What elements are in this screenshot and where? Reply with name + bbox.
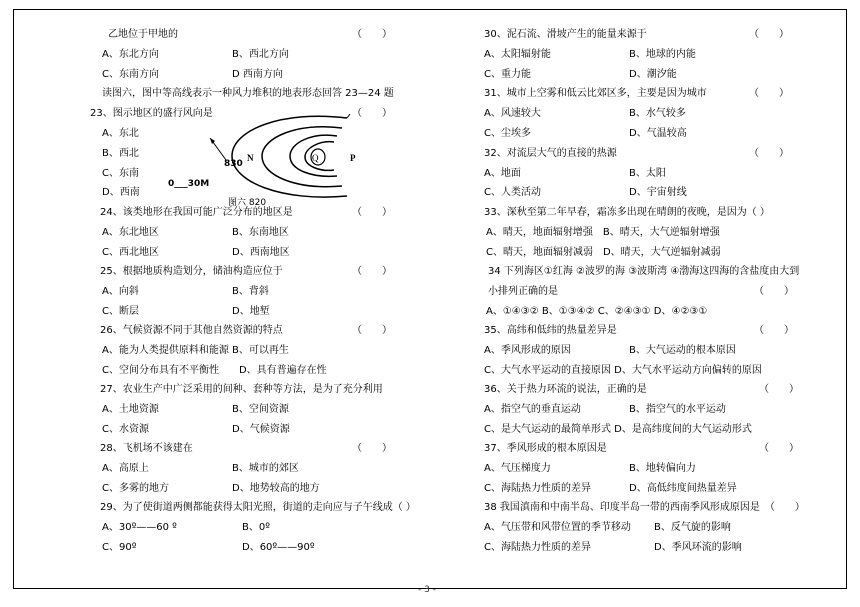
left-option-b: D、西南地区	[232, 247, 290, 258]
right-option-b: B、地球的内能	[629, 49, 696, 60]
left-line: A、高原上	[102, 463, 149, 474]
right-line: C、是大气运动的最简单形式 D、是高纬度间的大气运动形式	[484, 424, 752, 435]
right-line: C、晴天，地面辐射减弱 D、晴天，大气逆辐射减弱	[486, 247, 721, 258]
right-option-b: B、太阳	[629, 168, 666, 179]
left-line: 27、农业生产中广泛采用的间种、套种等方法，是为了充分利用	[100, 384, 383, 395]
left-option-b: B、空间资源	[232, 404, 289, 415]
right-option-b: D、季风环流的影响	[654, 542, 742, 553]
right-line: 38 我国滇南和中南半岛、印度半岛一带的西南季风形成原因是 （ ）	[484, 502, 805, 513]
left-option-b: B、0º	[242, 522, 270, 533]
left-answer-paren: （ ）	[352, 29, 392, 40]
right-answer-paren: （ ）	[749, 88, 789, 99]
right-option-b: B、指空气的水平运动	[629, 404, 726, 415]
left-line: C、断层	[102, 306, 139, 317]
right-answer-paren: （ ）	[754, 286, 794, 297]
left-line: C、西北地区	[102, 247, 159, 258]
right-line: 33、深秋至第二年早春，霜冻多出现在晴朗的夜晚，是因为（ ）	[484, 207, 770, 218]
page-number: - 3 -	[418, 585, 436, 595]
right-line: 34 下列海区①红海 ②波罗的海 ③波斯湾 ④渤海这四海的含盐度由大到	[488, 266, 800, 277]
left-line: C、东南方向	[102, 69, 159, 80]
right-option-b: B、大气运动的根本原因	[629, 345, 736, 356]
left-line: 28、飞机场不该建在	[100, 443, 193, 454]
right-line: 35、高纬和低纬的热量差异是	[484, 325, 617, 336]
map-scale: 0___30M	[168, 179, 210, 189]
left-line: C、90º	[102, 542, 137, 553]
right-option-b: B、水气较多	[629, 108, 686, 119]
right-line: A、地面	[484, 168, 521, 179]
right-option-b: B、地转偏向力	[629, 463, 696, 474]
left-answer-paren: （ ）	[352, 443, 392, 454]
left-option-b: B、东南地区	[232, 227, 289, 238]
left-line: 24、该类地形在我国可能广泛分布的地区是	[100, 207, 293, 218]
contour-tick	[347, 114, 350, 118]
right-option-b: D、宇宙射线	[629, 187, 687, 198]
left-line: C、水资源	[102, 424, 149, 435]
right-answer-paren: （ ）	[759, 384, 799, 395]
map-label-830-text: 830	[224, 159, 243, 169]
right-line: 30、泥石流、滑坡产生的能量来源于	[484, 29, 647, 40]
map-caption: 图六 820	[228, 198, 267, 208]
left-option-b: B、城市的郊区	[232, 463, 299, 474]
right-line: 小排列正确的是	[488, 286, 558, 297]
right-line: A、指空气的垂直运动	[484, 404, 581, 415]
left-option-b: B、背斜	[232, 286, 269, 297]
left-line: A、东北	[102, 128, 139, 139]
left-line: 乙地位于甲地的	[108, 29, 178, 40]
right-answer-paren: （ ）	[749, 148, 789, 159]
contour-line-4	[305, 142, 334, 171]
right-line: A、晴天，地面辐射增强 B、晴天，大气逆辐射增强	[486, 227, 720, 238]
right-answer-paren: （ ）	[759, 443, 799, 454]
left-option-b: D、地堑	[232, 306, 270, 317]
left-line: A、30º——60 º	[102, 522, 177, 533]
right-line: 32、对流层大气的直接的热源	[484, 148, 617, 159]
left-line: 25、根据地质构造划分，储油构造应位于	[100, 266, 283, 277]
right-option-b: D、潮汐能	[629, 69, 677, 80]
left-answer-paren: （ ）	[352, 108, 392, 119]
map-label-Q: Q	[312, 153, 319, 163]
right-line: C、重力能	[484, 69, 531, 80]
right-line: C、人类活动	[484, 187, 541, 198]
left-line: A、东北方向	[102, 49, 159, 60]
right-line: A、气压梯度力	[484, 463, 551, 474]
right-line: 37、季风形成的根本原因是	[484, 443, 607, 454]
left-line: 读图六，图中等高线表示一种风力堆积的地表形态回答 23—24 题	[102, 88, 394, 99]
right-line: 31、城市上空雾和低云比郊区多，主要是因为城市	[484, 88, 707, 99]
right-option-b: D、高低纬度间热量差异	[629, 483, 737, 494]
left-line: C、东南	[102, 168, 139, 179]
left-answer-paren: （ ）	[352, 325, 392, 336]
left-option-b: D、气候资源	[232, 424, 290, 435]
right-option-b: B、反气旋的影响	[654, 522, 731, 533]
left-line: C、多雾的地方	[102, 483, 169, 494]
right-answer-paren: （ ）	[754, 325, 794, 336]
map-label-N: N	[247, 153, 254, 163]
right-line: C、尘埃多	[484, 128, 531, 139]
left-answer-paren: （ ）	[352, 266, 392, 277]
left-line: 23、图示地区的盛行风向是	[90, 108, 213, 119]
left-option-b: D、地势较高的地方	[232, 483, 320, 494]
left-option-b: B、西北方向	[232, 49, 289, 60]
left-line: A、东北地区	[102, 227, 159, 238]
map-label-P: P	[350, 153, 356, 163]
right-answer-paren: （ ）	[749, 29, 789, 40]
right-line: A、太阳辐射能	[484, 49, 551, 60]
left-line: D、西南	[102, 187, 140, 198]
left-line: 26、气候资源不同于其他自然资源的特点	[100, 325, 283, 336]
left-line: A、土地资源	[102, 404, 159, 415]
left-line: A、向斜	[102, 286, 139, 297]
right-line: C、海陆热力性质的差异	[484, 542, 591, 553]
right-line: A、季风形成的原因	[484, 345, 571, 356]
left-line: A、能为人类提供原料和能源 B、可以再生	[102, 345, 289, 356]
right-line: A、①④③② B、①③④② C、②④③① D、④②③①	[486, 306, 708, 317]
left-answer-paren: （ ）	[352, 207, 392, 218]
left-option-b: D、60º——90º	[242, 542, 315, 553]
right-line: A、气压带和风带位置的季节移动	[484, 522, 631, 533]
left-line: 29、为了使街道两侧都能获得太阳光照，街道的走向应与子午线成（ ）	[100, 502, 416, 513]
right-option-b: D、气温较高	[629, 128, 687, 139]
left-option-b: D 西南方向	[232, 69, 283, 80]
right-line: C、大气水平运动的直接原因 D、大气水平运动方向偏转的原因	[484, 365, 762, 376]
right-line: C、海陆热力性质的差异	[484, 483, 591, 494]
left-line: C、空间分布具有不平衡性 D、具有普遍存在性	[102, 365, 327, 376]
left-line: B、西北	[102, 148, 139, 159]
right-line: 36、关于热力环流的说法，正确的是	[484, 384, 647, 395]
right-line: A、风速较大	[484, 108, 541, 119]
